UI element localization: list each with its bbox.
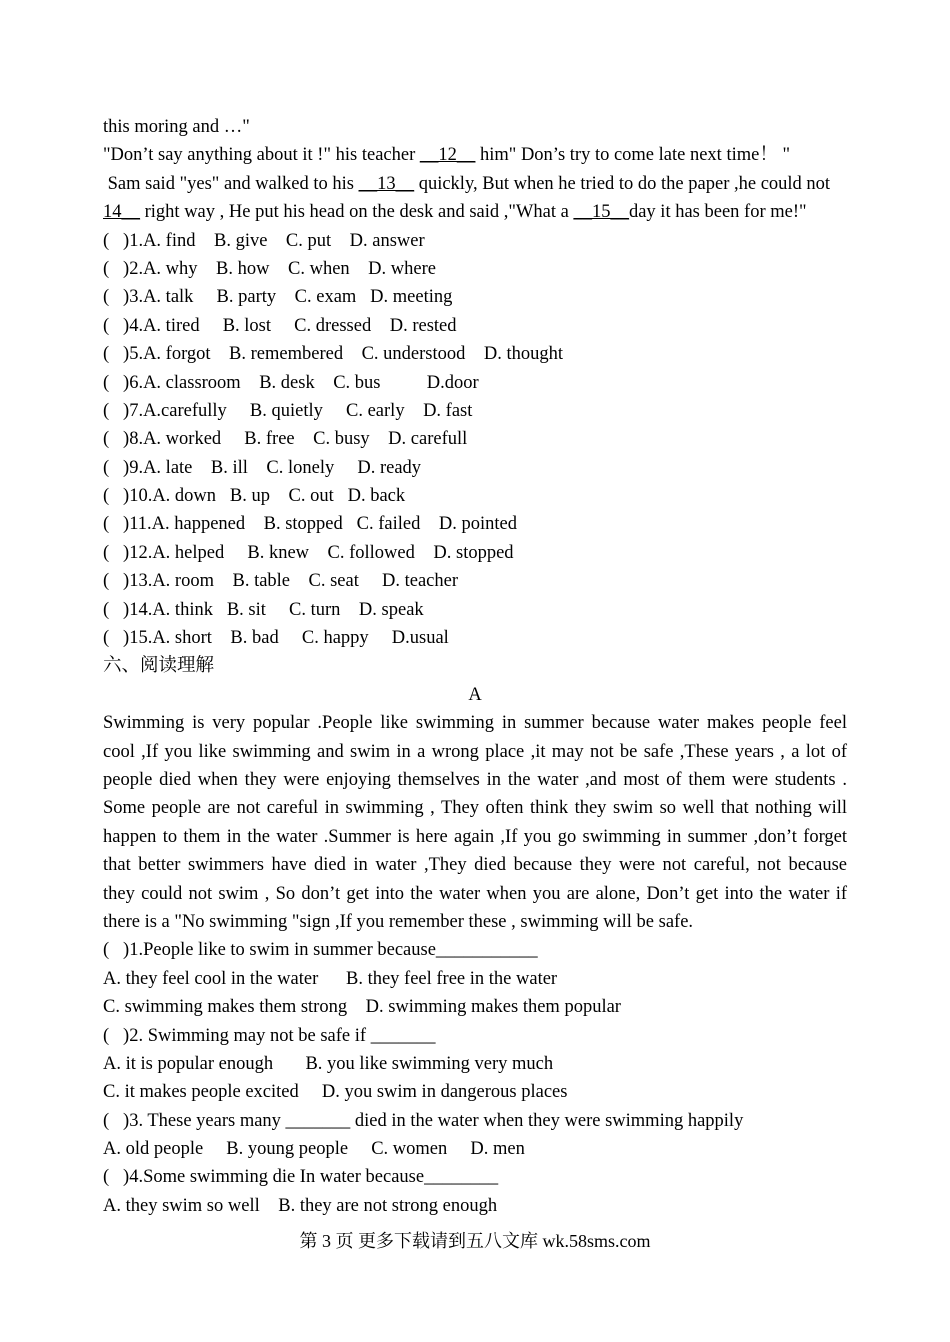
question-options: C. swimming makes them strong D. swimming makes them popular <box>103 997 621 1018</box>
text-fragment: him" Don’s try to come late next time！ " <box>475 145 791 166</box>
cloze-text-line <box>103 141 847 169</box>
question-options: C. it makes people excited D. you swim in dangerous places <box>103 1082 568 1103</box>
passage-line: that better swimmers have died in water ,They died because they were not careful, not because <box>103 855 847 876</box>
cloze-option: ( )7.A.carefully B. quietly C. early D. fast <box>103 400 473 421</box>
blank-12: __12__ <box>419 145 476 166</box>
text-fragment: quickly, But when he tried to do the paper ,he could not <box>414 173 831 194</box>
text-fragment: "Don’t say anything about it !" his teacher <box>103 145 420 166</box>
passage-line: people died when they were enjoying themselves in the water ,and most of them were students . <box>103 769 847 790</box>
cloze-option: ( )5.A. forgot B. remembered C. understood D. thought <box>103 344 564 365</box>
cloze-text-line <box>103 170 847 198</box>
document-page <box>103 113 847 1220</box>
cloze-option: ( )9.A. late B. ill C. lonely D. ready <box>103 457 422 478</box>
cloze-option: ( )8.A. worked B. free C. busy D. carefull <box>103 429 468 450</box>
cloze-option: ( )6.A. classroom B. desk C. bus D.door <box>103 372 479 393</box>
passage-line: happen to them in the water .Summer is here again ,If you go swimming in summer ,don’t forget <box>103 826 847 847</box>
cloze-option: ( )12.A. helped B. knew C. followed D. stopped <box>103 542 514 563</box>
question-stem: ( )4.Some swimming die In water because________ <box>103 1167 499 1188</box>
question-stem: ( )3. These years many _______ died in the water when they were swimming happily <box>103 1110 744 1131</box>
passage-title: A <box>468 684 482 705</box>
passage-line: there is a "No swimming "sign ,If you remember these , swimming will be safe. <box>103 911 694 932</box>
cloze-option: ( )15.A. short B. bad C. happy D.usual <box>103 628 449 649</box>
cloze-text-line: this moring and …" <box>103 117 250 137</box>
question-stem: ( )1.People like to swim in summer because___________ <box>103 940 538 961</box>
blank-14: 14__ <box>103 202 140 223</box>
cloze-option: ( )4.A. tired B. lost C. dressed D. rested <box>103 315 457 336</box>
cloze-option: ( )14.A. think B. sit C. turn D. speak <box>103 599 424 620</box>
question-options: A. they swim so well B. they are not strong enough <box>103 1195 498 1216</box>
question-options: A. they feel cool in the water B. they feel free in the water <box>103 968 558 989</box>
question-options: A. old people B. young people C. women D. men <box>103 1139 525 1160</box>
passage-line: they could not swim , So don’t get into the water when you are alone, Don’t get into the water if <box>103 883 847 904</box>
passage-line: Swimming is very popular .People like swimming in summer because water makes people feel <box>103 713 847 734</box>
text-fragment: Sam said "yes" and walked to his <box>103 173 359 194</box>
blank-13: __13__ <box>358 173 415 194</box>
passage-line: cool ,If you like swimming and swim in a wrong place ,it may not be safe ,These years , a lot of <box>103 741 847 762</box>
passage-line: Some people are not careful in swimming , They often think they swim so well that nothing will <box>103 798 847 819</box>
cloze-option: ( )2.A. why B. how C. when D. where <box>103 258 436 279</box>
cloze-option: ( )3.A. talk B. party C. exam D. meeting <box>103 287 453 308</box>
blank-15: __15__ <box>573 202 629 223</box>
text-fragment: right way , He put his head on the desk and said ,"What a <box>140 202 574 223</box>
cloze-option: ( )11.A. happened B. stopped C. failed D. pointed <box>103 514 517 535</box>
page-footer: 第 3 页 更多下载请到五八文库 wk.58sms.com <box>299 1231 651 1251</box>
cloze-option: ( )13.A. room B. table C. seat D. teacher <box>103 571 459 592</box>
question-stem: ( )2. Swimming may not be safe if _______ <box>103 1025 436 1046</box>
cloze-option: ( )1.A. find B. give C. put D. answer <box>103 230 425 251</box>
text-fragment: day it has been for me!" <box>628 202 807 223</box>
cloze-option: ( )10.A. down B. up C. out D. back <box>103 486 406 507</box>
cloze-text-line <box>103 198 847 226</box>
question-options: A. it is popular enough B. you like swimming very much <box>103 1053 554 1074</box>
section-heading: 六、阅读理解 <box>103 656 215 677</box>
